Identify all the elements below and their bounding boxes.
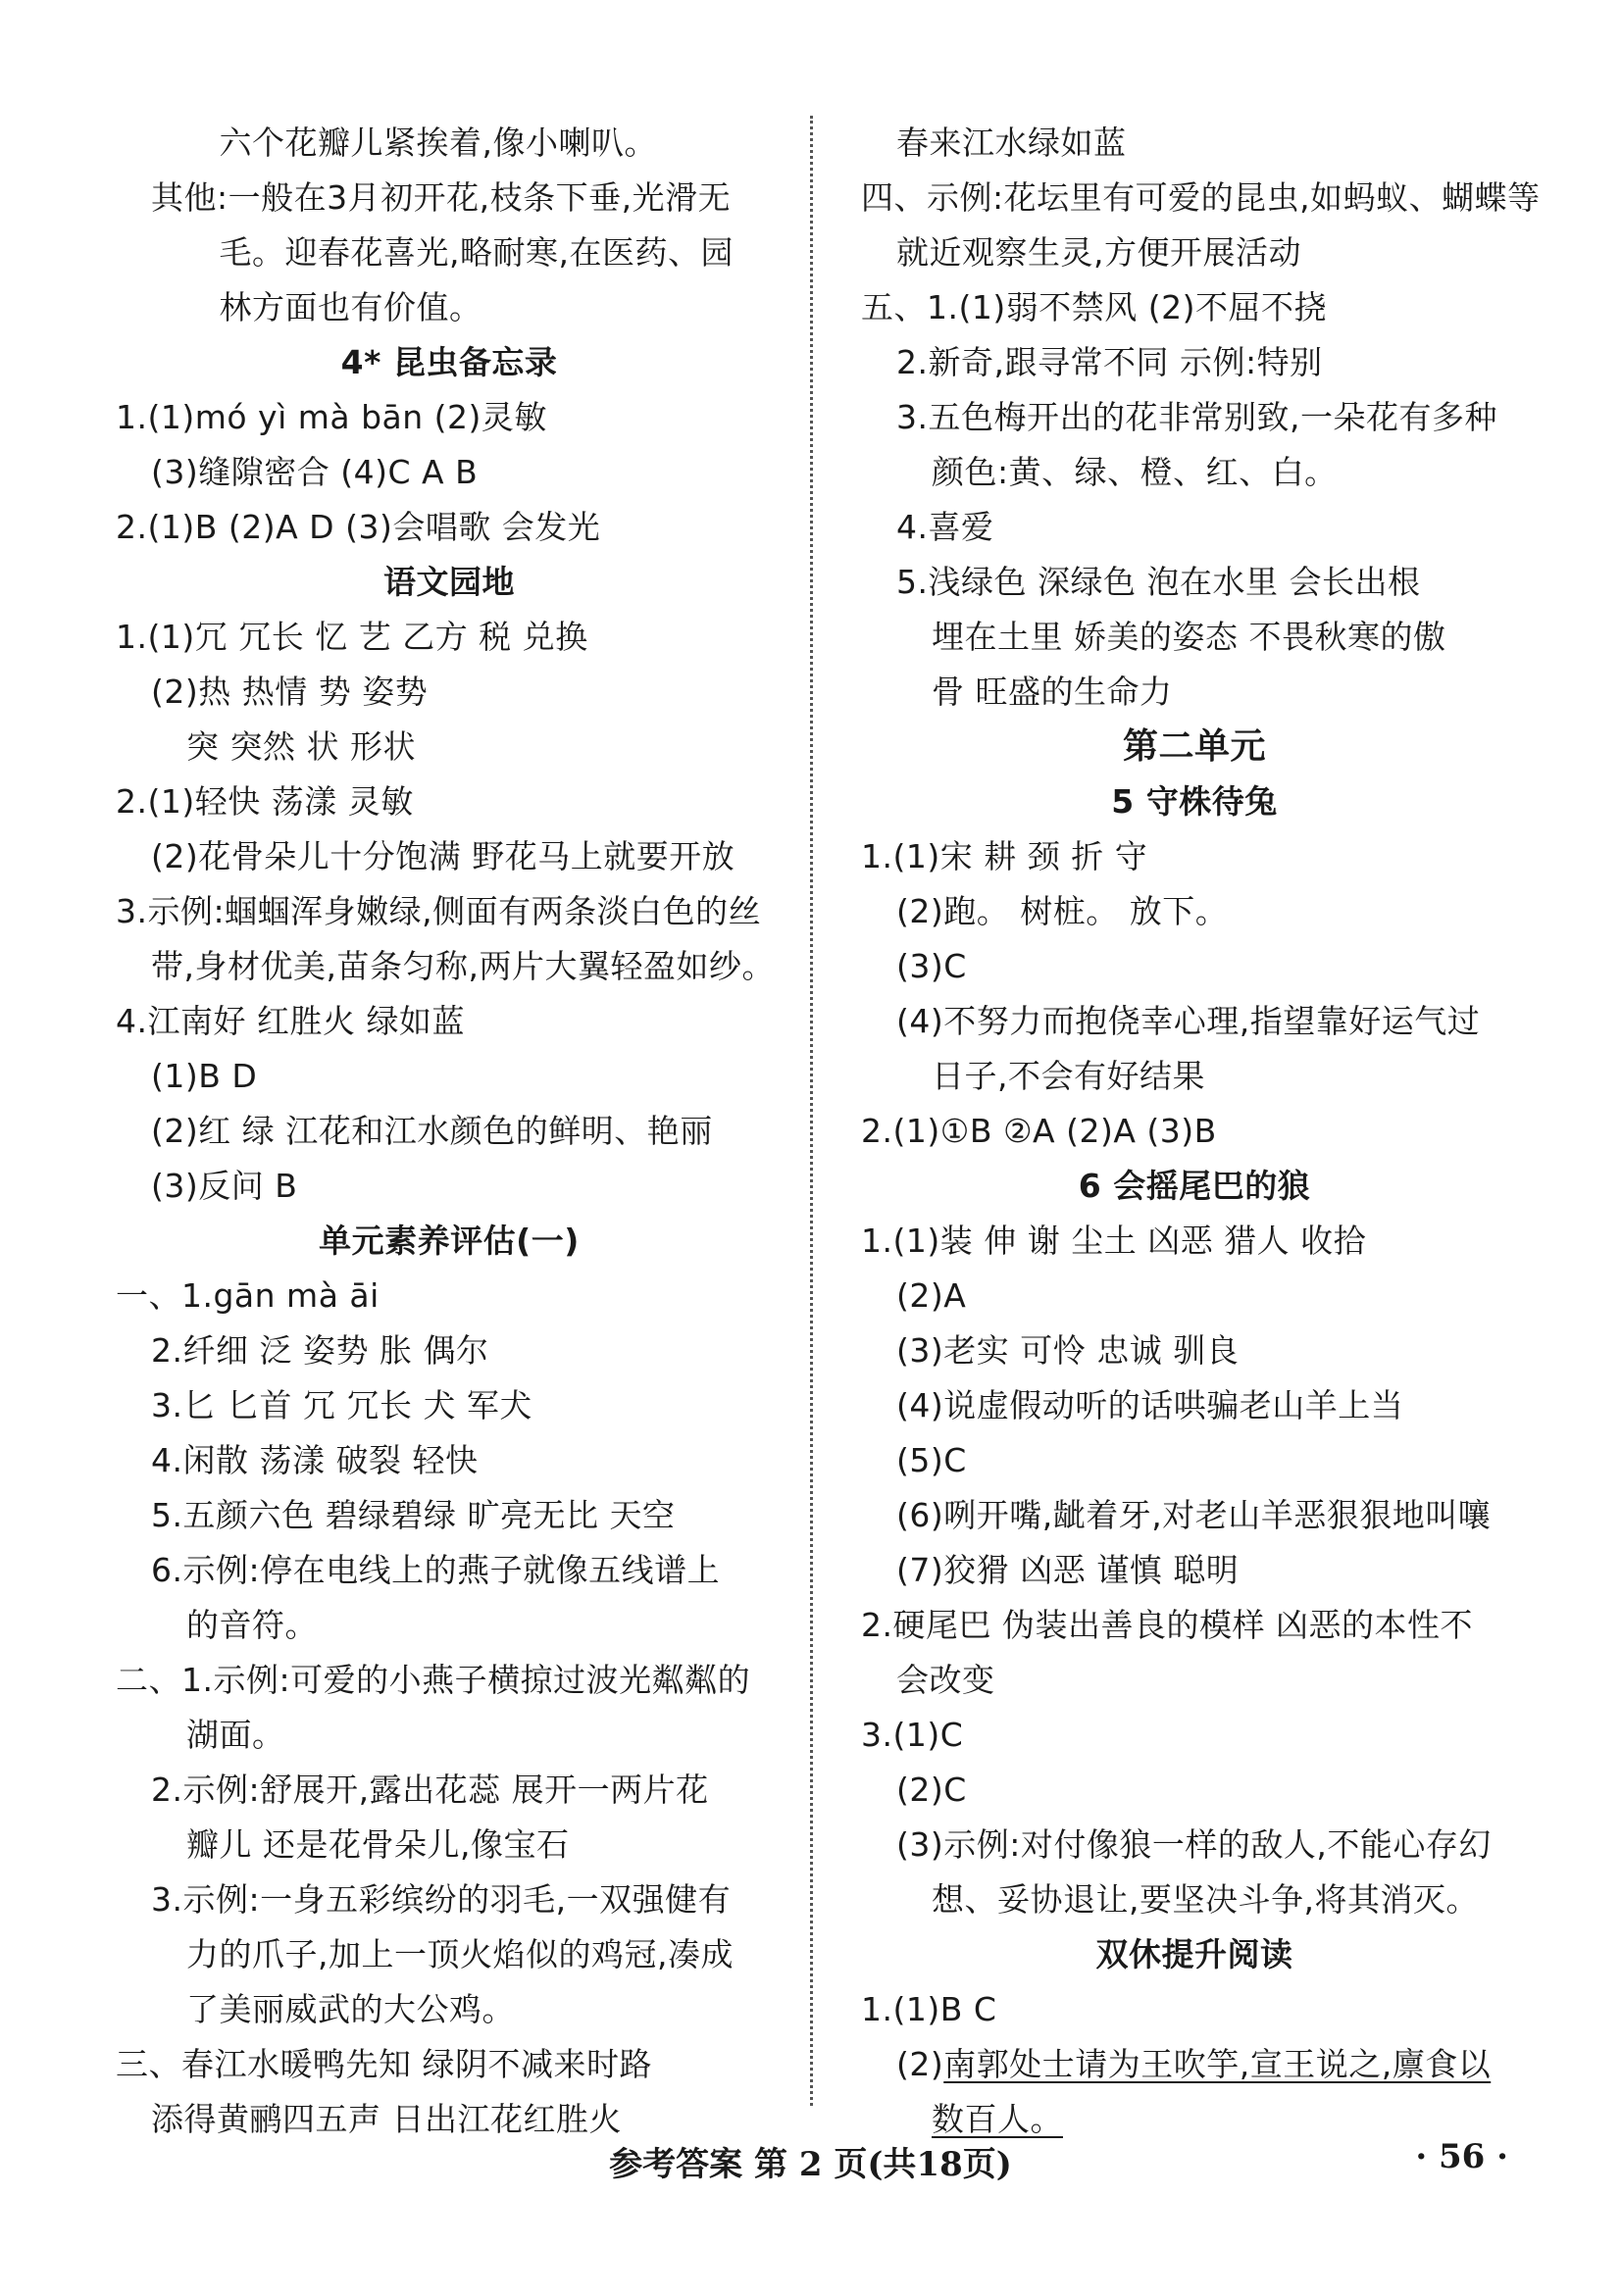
answer-text: 五、1.(1)弱不禁风 (2)不屈不挠 [861, 288, 1327, 326]
left-column [116, 116, 783, 2147]
answer-text: 林方面也有价值。 [186, 288, 482, 326]
answer-text: 1.(1)mó yì mà bān (2)灵敏 [116, 398, 547, 436]
answer-text: 四、示例:花坛里有可爱的昆虫,如蚂蚁、蝴蝶等 [861, 178, 1541, 217]
answer-text: (2)C [896, 1771, 967, 1809]
answer-text: 突 突然 状 形状 [186, 727, 416, 766]
answer-line [116, 1927, 783, 1982]
answer-line [116, 1049, 783, 1104]
section-heading [861, 720, 1528, 774]
answer-text: 六个花瓣儿紧挨着,像小喇叭。 [186, 124, 657, 162]
answer-text: (4)不努力而抱侥幸心理,指望靠好运气过 [896, 1002, 1481, 1040]
answer-text: 4.闲散 荡漾 破裂 轻快 [151, 1441, 479, 1479]
answer-text: 埋在土里 娇美的姿态 不畏秋寒的傲 [932, 618, 1446, 656]
answer-text: 带,身材优美,苗条匀称,两片大翼轻盈如纱。 [151, 947, 775, 985]
answer-line [861, 994, 1528, 1049]
answer-text: 5.五颜六色 碧绿碧绿 旷亮无比 天空 [151, 1496, 676, 1534]
answer-text: 语文园地 [383, 563, 515, 601]
answer-text: 2.(1)B (2)A D (3)会唱歌 会发光 [116, 508, 601, 546]
answer-text: 2.示例:舒展开,露出花蕊 展开一两片花 [151, 1771, 709, 1809]
answer-line [861, 1708, 1528, 1763]
answer-text: 4* 昆虫备忘录 [340, 343, 558, 381]
section-heading [116, 335, 783, 390]
answer-text: 3.(1)C [861, 1716, 964, 1754]
section-heading [861, 1927, 1528, 1982]
section-heading [116, 555, 783, 610]
answer-line [116, 665, 783, 720]
answer-text: 就近观察生灵,方便开展活动 [896, 233, 1301, 272]
answer-line [116, 1488, 783, 1543]
answer-text: 日子,不会有好结果 [932, 1057, 1205, 1095]
answer-line [116, 1653, 783, 1708]
answer-line [116, 610, 783, 665]
answer-text: 2.纤细 泛 姿势 胀 偶尔 [151, 1331, 489, 1370]
answer-text: 6.示例:停在电线上的燕子就像五线谱上 [151, 1551, 721, 1589]
answer-line [861, 610, 1528, 665]
answer-text: 5 守株待兔 [1111, 782, 1278, 821]
answer-text: 1.(1)B C [861, 1990, 997, 2028]
answer-text: 3.五色梅开出的花非常别致,一朵花有多种 [896, 398, 1497, 436]
answer-text: (2)A [896, 1276, 967, 1315]
answer-text: 4.喜爱 [896, 508, 994, 546]
answer-line [861, 829, 1528, 884]
answer-line [861, 1872, 1528, 1927]
answer-line [861, 1488, 1528, 1543]
section-heading [861, 1159, 1528, 1214]
answer-text: (3)示例:对付像狼一样的敌人,不能心存幻 [896, 1825, 1492, 1864]
answer-text: 3.匕 匕首 冗 冗长 犬 军犬 [151, 1386, 532, 1424]
answer-text: 5.浅绿色 深绿色 泡在水里 会长出根 [896, 563, 1421, 601]
answer-line [116, 1269, 783, 1323]
answer-line [116, 225, 783, 280]
answer-line [116, 1598, 783, 1653]
answer-text: 春来江水绿如蓝 [896, 124, 1127, 162]
answer-line [116, 390, 783, 445]
answer-text: 双休提升阅读 [1095, 1935, 1293, 1973]
answer-line [116, 171, 783, 225]
answer-text: 一、1.gān mà āi [116, 1276, 380, 1315]
answer-line [116, 1708, 783, 1763]
answer-line [116, 1818, 783, 1872]
answer-line [116, 884, 783, 939]
answer-line [116, 1323, 783, 1378]
answer-text: 第二单元 [1122, 726, 1266, 767]
answer-text: 1.(1)冗 冗长 忆 艺 乙方 税 兑换 [116, 618, 588, 656]
answer-line [861, 884, 1528, 939]
answer-text: 瓣儿 还是花骨朵儿,像宝石 [186, 1825, 570, 1864]
column-divider [810, 116, 813, 2106]
answer-text: 力的爪子,加上一顶火焰似的鸡冠,凑成 [186, 1935, 734, 1973]
answer-line [861, 445, 1528, 500]
answer-text: 想、妥协退让,要坚决斗争,将其消灭。 [932, 1880, 1479, 1919]
answer-line [116, 116, 783, 171]
answer-text: 单元素养评估(一) [319, 1222, 580, 1260]
answer-text: 其他:一般在3月初开花,枝条下垂,光滑无 [151, 178, 732, 217]
answer-line [861, 390, 1528, 445]
answer-line [861, 225, 1528, 280]
answer-text: (2)红 绿 江花和江水颜色的鲜明、艳丽 [151, 1112, 713, 1150]
answer-line [116, 1872, 783, 1927]
answer-line [861, 1269, 1528, 1323]
answer-text: (6)咧开嘴,龇着牙,对老山羊恶狠狠地叫嚷 [896, 1496, 1492, 1534]
answer-text: (4)说虚假动听的话哄骗老山羊上当 [896, 1386, 1404, 1424]
answer-line [861, 1104, 1528, 1159]
answer-text: 2.(1)①B ②A (2)A (3)B [861, 1112, 1217, 1150]
answer-text: 颜色:黄、绿、橙、红、白。 [932, 453, 1338, 491]
answer-text: (2)跑。 树桩。 放下。 [896, 892, 1229, 930]
answer-line [861, 1049, 1528, 1104]
answer-text: 3.示例:一身五彩缤纷的羽毛,一双强健有 [151, 1880, 732, 1919]
answer-line [116, 445, 783, 500]
page-footer [0, 2137, 1621, 2196]
answer-text: (3)反问 B [151, 1167, 298, 1205]
answer-line [861, 1982, 1528, 2037]
footer-title: 参考答案 第 2 页(共18页) [609, 2145, 1012, 2184]
answer-text: (2)热 热情 势 姿势 [151, 673, 429, 711]
answer-line [861, 1378, 1528, 1433]
answer-line [861, 665, 1528, 720]
answer-line [116, 994, 783, 1049]
answer-text: 6 会摇尾巴的狼 [1078, 1167, 1311, 1205]
answer-line [116, 1982, 783, 2037]
answer-line [116, 1543, 783, 1598]
answer-text: 三、春江水暖鸭先知 绿阴不减来时路 [116, 2045, 652, 2083]
section-heading [116, 1214, 783, 1269]
answer-text: (1)B D [151, 1057, 258, 1095]
answer-line [861, 1818, 1528, 1872]
answer-line [116, 500, 783, 555]
answer-line [861, 939, 1528, 994]
answer-line [861, 555, 1528, 610]
answer-text: 2.新奇,跟寻常不同 示例:特别 [896, 343, 1323, 381]
answer-text: 1.(1)装 伸 谢 尘土 凶恶 猎人 收拾 [861, 1222, 1367, 1260]
section-heading [861, 774, 1528, 829]
answer-line [116, 1159, 783, 1214]
answer-line [861, 500, 1528, 555]
answer-line [116, 829, 783, 884]
answer-line [116, 280, 783, 335]
answer-text: (3)老实 可怜 忠诚 驯良 [896, 1331, 1240, 1370]
answer-line [116, 939, 783, 994]
answer-text: (3)缝隙密合 (4)C A B [151, 453, 479, 491]
answer-line [116, 1378, 783, 1433]
answer-text: 2.(1)轻快 荡漾 灵敏 [116, 782, 414, 821]
answer-text: (2) [896, 2045, 944, 2083]
answer-text: 会改变 [896, 1661, 995, 1699]
answer-text: (2)花骨朵儿十分饱满 野花马上就要开放 [151, 837, 735, 875]
underlined-answer: 南郭处士请为王吹竽,宣王说之,廪食以 [943, 2045, 1492, 2083]
answer-line [861, 1323, 1528, 1378]
underlined-answer: 数百人。 [932, 2100, 1063, 2138]
answer-line [116, 720, 783, 774]
right-column [861, 116, 1541, 2147]
answer-text: 二、1.示例:可爱的小燕子横掠过波光粼粼的 [116, 1661, 751, 1699]
answer-line [861, 1433, 1528, 1488]
answer-line [116, 1433, 783, 1488]
answer-text: 毛。迎春花喜光,略耐寒,在医药、园 [186, 233, 734, 272]
answer-line [861, 280, 1528, 335]
answer-line [861, 171, 1541, 225]
answer-line [116, 2037, 783, 2092]
answer-text: 的音符。 [186, 1606, 318, 1644]
answer-text: (5)C [896, 1441, 967, 1479]
answer-text: 2.硬尾巴 伪装出善良的模样 凶恶的本性不 [861, 1606, 1473, 1644]
answer-line [116, 1763, 783, 1818]
answer-text: 骨 旺盛的生命力 [932, 673, 1173, 711]
answer-text: 4.江南好 红胜火 绿如蓝 [116, 1002, 465, 1040]
answer-text: 湖面。 [186, 1716, 285, 1754]
answer-line [861, 2037, 1528, 2092]
answer-text: 了美丽威武的大公鸡。 [186, 1990, 515, 2028]
answer-line [861, 1214, 1528, 1269]
page-number: · 56 · [1415, 2137, 1508, 2176]
answer-line [116, 1104, 783, 1159]
answer-line [861, 1653, 1528, 1708]
answer-text: 1.(1)宋 耕 颈 折 守 [861, 837, 1148, 875]
answer-text: 3.示例:蝈蝈浑身嫩绿,侧面有两条淡白色的丝 [116, 892, 762, 930]
answer-text: (3)C [896, 947, 967, 985]
answer-text: 添得黄鹂四五声 日出江花红胜火 [151, 2100, 622, 2138]
answer-line [861, 1543, 1528, 1598]
answer-text: (7)狡猾 凶恶 谨慎 聪明 [896, 1551, 1240, 1589]
answer-line [861, 335, 1528, 390]
answer-line [861, 1763, 1528, 1818]
answer-line [116, 774, 783, 829]
answer-line [861, 1598, 1528, 1653]
answer-line [861, 116, 1528, 171]
